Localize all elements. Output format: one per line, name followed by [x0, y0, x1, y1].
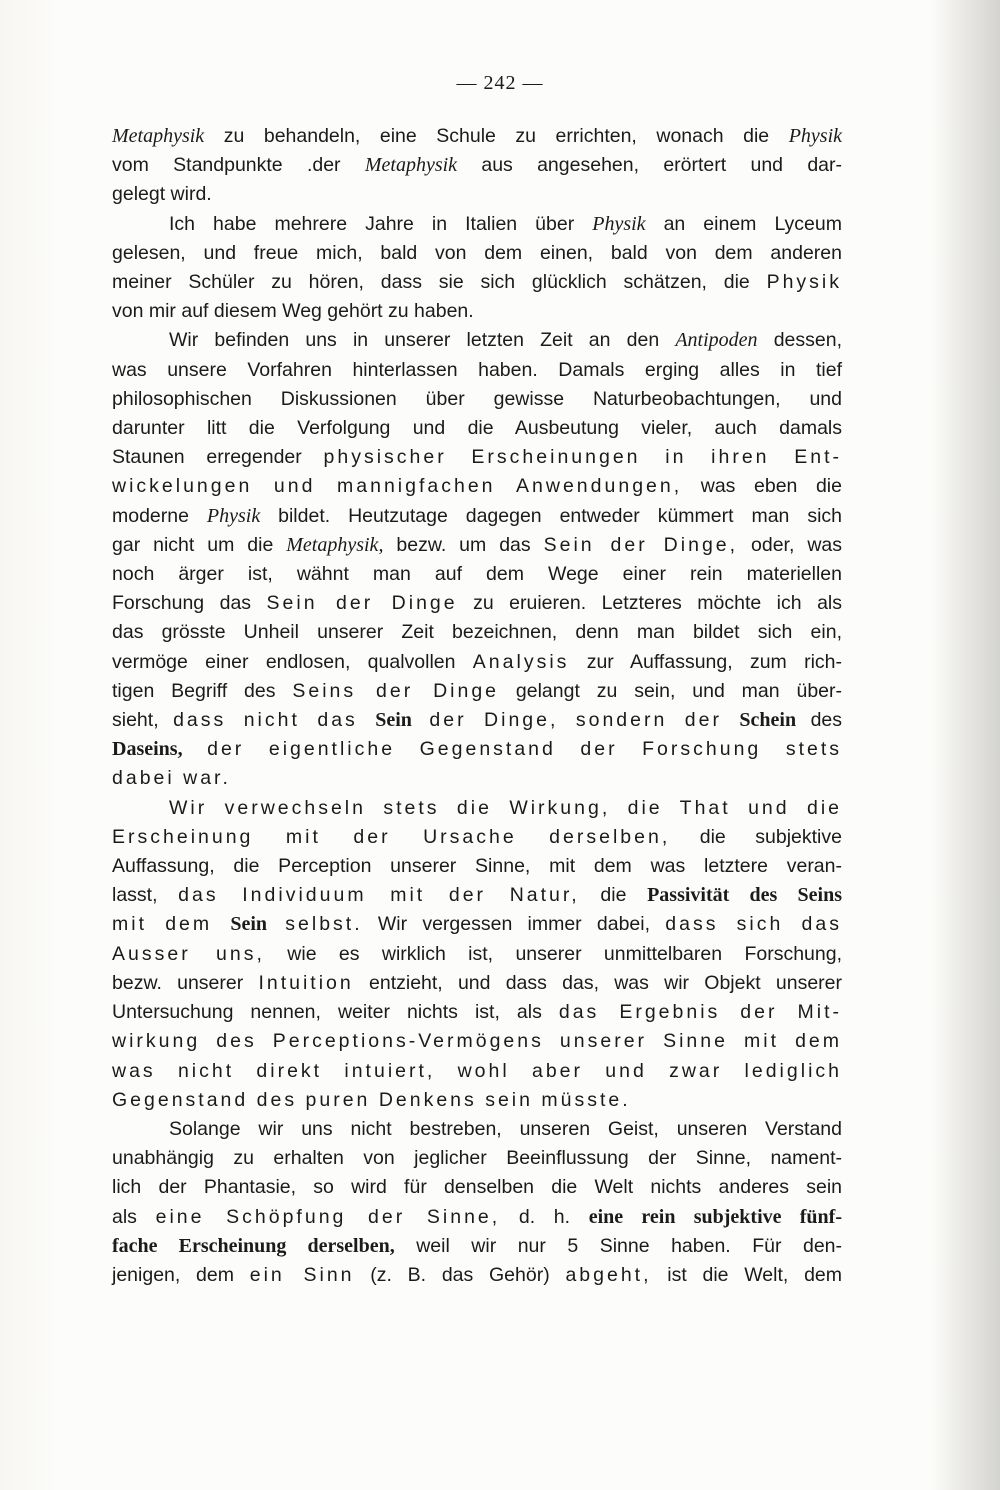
- bold-term: eine rein subjektive fünf-: [588, 1205, 842, 1228]
- page-number: — 242 —: [456, 72, 544, 94]
- text-line: [112, 297, 842, 326]
- text-run: wie es wirklich ist, unserer unmittelbaren Forschung,: [264, 942, 842, 965]
- text-run: jenigen, dem: [112, 1263, 250, 1286]
- text-run: Forschung das: [112, 592, 267, 615]
- text-run: Wir vergessen immer dabei,: [362, 913, 666, 936]
- text-run: d. h.: [500, 1205, 589, 1228]
- bold-term: fache Erscheinung derselben,: [112, 1234, 395, 1257]
- spaced-text: eine Schöpfung der Sinne,: [155, 1205, 501, 1228]
- text-run: gelegt wird.: [112, 183, 212, 206]
- text-run: Staunen erregender: [112, 446, 324, 469]
- italic-term: Antipoden: [675, 329, 758, 352]
- text-line: [112, 881, 842, 910]
- text-run: von mir auf diesem Weg gehört zu haben.: [112, 300, 474, 323]
- italic-term: Physik: [788, 125, 842, 147]
- text-run: noch ärger ist, wähnt man auf dem Wege einer rein materiellen: [112, 563, 842, 586]
- bold-term: Passivität des Seins: [647, 884, 842, 907]
- text-run: Untersuchung nennen, weiter nichts ist, als: [112, 1001, 559, 1024]
- text-line: [112, 764, 842, 793]
- text-run: was eben die: [682, 475, 842, 498]
- text-line: [112, 210, 842, 239]
- text-run: Wir befinden uns in unserer letzten Zeit an den: [169, 329, 676, 352]
- spaced-text: Wir verwechseln stets die Wirkung, die That und die: [169, 796, 842, 819]
- text-line: [112, 998, 842, 1027]
- spaced-text: das Ergebnis der Mit-: [558, 1001, 843, 1024]
- text-run: gelangt zu sein, und man über-: [499, 679, 842, 702]
- text-run: ist die Welt, dem: [651, 1263, 842, 1286]
- bold-term: Daseins,: [112, 738, 183, 761]
- text-run: dessen,: [757, 329, 842, 352]
- text-run: des: [796, 709, 843, 732]
- italic-term: Physik: [206, 504, 261, 527]
- text-line: [112, 735, 842, 764]
- text-line: [112, 502, 842, 531]
- text-line: [112, 794, 842, 823]
- spaced-text: dass nicht das: [173, 709, 376, 732]
- text-line: [112, 940, 842, 969]
- text-run: unabhängig zu erhalten von jeglicher Beeinflussung der Sinne, nament-: [112, 1147, 842, 1170]
- text-line: [112, 1173, 842, 1202]
- spaced-text: der eigentliche Gegenstand der Forschung stets: [182, 738, 842, 761]
- text-run: gar nicht um die: [112, 533, 287, 556]
- text-run: als: [112, 1205, 156, 1228]
- text-run: bildet. Heutzutage dagegen entweder kümmert man sich: [260, 504, 842, 527]
- text-line: [112, 1261, 842, 1290]
- text-line: [112, 1232, 842, 1261]
- spaced-text: selbst.: [267, 913, 363, 936]
- spaced-text: wirkung des Perceptions-Vermögens unserer Sinne mit dem: [112, 1030, 842, 1053]
- text-line: [112, 910, 842, 939]
- spaced-text: der Dinge, sondern der: [411, 709, 740, 732]
- text-line: [112, 560, 842, 589]
- spaced-text: Physik: [766, 271, 842, 294]
- spaced-text: was nicht direkt intuiert, wohl aber und zwar lediglich: [112, 1059, 842, 1082]
- text-run: Solange wir uns nicht bestreben, unseren Geist, unseren Verstand: [169, 1117, 842, 1140]
- italic-term: Physik: [592, 212, 646, 235]
- text-line: [112, 1203, 842, 1232]
- text-line: [112, 326, 842, 355]
- text-run: zu eruieren. Letzteres möchte ich als: [457, 592, 843, 615]
- italic-term: Metaphysik,: [286, 533, 384, 556]
- text-run: weil wir nur 5 Sinne haben. Für den-: [394, 1234, 842, 1257]
- text-run: gelesen, und freue mich, bald von dem einen, bald von dem anderen: [112, 241, 842, 264]
- text-run: bezw. unserer: [112, 971, 259, 994]
- spaced-text: physischer Erscheinungen in ihren Ent-: [323, 446, 842, 469]
- text-line: [112, 239, 842, 268]
- text-run: vermöge einer endlosen, qualvollen: [112, 650, 473, 673]
- spaced-text: Sein der Dinge: [266, 592, 458, 615]
- text-run: vom Standpunkte .der: [112, 154, 365, 177]
- bold-term: Sein: [375, 709, 412, 732]
- bold-term: Schein: [739, 709, 797, 732]
- text-line: [112, 385, 842, 414]
- spaced-text: mit dem: [112, 913, 231, 936]
- text-line: [112, 1057, 842, 1086]
- text-line: [112, 648, 842, 677]
- text-run: zu behandeln, eine Schule zu errichten, wonach die: [204, 125, 789, 147]
- text-line: [112, 122, 842, 151]
- spaced-text: das Individuum mit der Natur,: [178, 884, 580, 907]
- text-line: [112, 969, 842, 998]
- spaced-text: Seins der Dinge: [292, 679, 500, 702]
- text-run: (z. B. das Gehör): [354, 1263, 566, 1286]
- spaced-text: Gegenstand des puren Denkens sein müsste.: [112, 1088, 631, 1111]
- text-line: [112, 180, 842, 209]
- text-run: entzieht, und dass das, was wir Objekt unserer: [353, 971, 842, 994]
- italic-term: Metaphysik: [112, 125, 205, 147]
- text-line: [112, 706, 842, 735]
- text-run: lasst,: [112, 884, 179, 907]
- spaced-text: Sein der Dinge,: [543, 533, 739, 556]
- text-run: tigen Begriff des: [112, 679, 293, 702]
- text-line: [112, 1144, 842, 1173]
- text-run: meiner Schüler zu hören, dass sie sich glücklich schätzen, die: [112, 271, 767, 294]
- text-run: zur Auffassung, zum rich-: [569, 650, 842, 673]
- text-line: [112, 414, 842, 443]
- spaced-text: Intuition: [258, 971, 354, 994]
- text-run: bezw. um das: [383, 533, 544, 556]
- bold-term: Sein: [230, 913, 268, 936]
- text-line: [112, 151, 842, 180]
- text-run: sieht,: [112, 709, 174, 732]
- text-line: [112, 618, 842, 647]
- text-line: [112, 589, 842, 618]
- text-run: aus angesehen, erörtert und dar-: [457, 154, 842, 177]
- spaced-text: wickelungen und mannigfachen Anwendungen,: [112, 475, 683, 498]
- spaced-text: Erscheinung mit der Ursache derselben,: [112, 825, 671, 848]
- text-line: [112, 268, 842, 297]
- spaced-text: dabei war.: [112, 767, 231, 790]
- text-run: philosophischen Diskussionen über gewisse Naturbeobachtungen, und: [112, 387, 842, 410]
- spaced-text: Analysis: [472, 650, 570, 673]
- text-line: [112, 852, 842, 881]
- spaced-text: dass sich das: [665, 913, 842, 936]
- text-line: [112, 1115, 842, 1144]
- body-text: [112, 122, 842, 1290]
- text-run: die: [579, 884, 648, 907]
- text-run: was unsere Vorfahren hinterlassen haben. Damals erging alles in tief: [112, 358, 842, 381]
- text-line: [112, 823, 842, 852]
- text-run: das grösste Unheil unserer Zeit bezeichnen, denn man bildet sich ein,: [112, 621, 842, 644]
- text-line: [112, 472, 842, 501]
- text-run: Auffassung, die Perception unserer Sinne, mit dem was letztere veran-: [112, 855, 842, 878]
- text-line: [112, 443, 842, 472]
- text-run: oder, was: [738, 533, 842, 556]
- text-line: [112, 356, 842, 385]
- italic-term: Metaphysik: [364, 154, 458, 177]
- spaced-text: ein Sinn: [249, 1263, 355, 1286]
- text-run: lich der Phantasie, so wird für denselben die Welt nichts anderes sein: [112, 1176, 842, 1199]
- text-run: an einem Lyceum: [645, 212, 842, 235]
- text-line: [112, 531, 842, 560]
- spaced-text: Ausser uns,: [112, 942, 265, 965]
- text-line: [112, 1086, 842, 1115]
- text-line: [112, 677, 842, 706]
- text-run: darunter litt die Verfolgung und die Ausbeutung vieler, auch damals: [112, 417, 842, 440]
- text-line: [112, 1027, 842, 1056]
- text-run: Ich habe mehrere Jahre in Italien über: [169, 212, 593, 235]
- text-run: moderne: [112, 504, 207, 527]
- spaced-text: abgeht,: [565, 1263, 652, 1286]
- text-run: die subjektive: [670, 825, 842, 848]
